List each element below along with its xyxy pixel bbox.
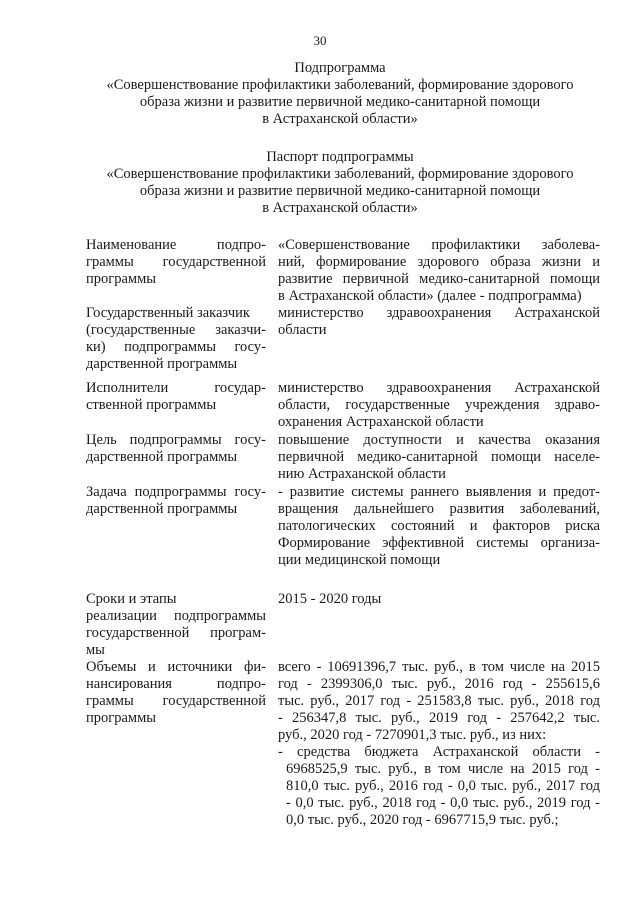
- title-line: в Астраханской области»: [262, 200, 418, 216]
- label-line: нансирования подпро-: [86, 676, 266, 692]
- title-line: в Астраханской области»: [262, 111, 418, 127]
- value-line: тыс. руб., 2017 год - 251583,8 тыс. руб., 2018 год: [278, 693, 600, 709]
- value-line: ции медицинской помощи: [278, 552, 441, 568]
- label-line: программы: [86, 710, 156, 726]
- value-line: «Совершенствование профилактики заболева-: [278, 237, 600, 253]
- value-line: - средства бюджета Астраханской области -: [278, 744, 600, 760]
- value-line: повышение доступности и качества оказания: [278, 432, 600, 448]
- row-label-customer: [86, 305, 266, 373]
- value-line: 810,0 тыс. руб., 2016 год - 0,0 тыс. руб., 2017 год: [286, 778, 600, 794]
- value-line: всего - 10691396,7 тыс. руб., в том числе на 2015: [278, 659, 600, 675]
- row-label-timeline: [86, 591, 266, 659]
- row-value-timeline: [278, 591, 600, 608]
- value-line: - развитие системы раннего выявления и предот-: [278, 484, 600, 500]
- label-line: мы: [86, 642, 105, 658]
- label-line: граммы государственной: [86, 693, 266, 709]
- row-label-goal: [86, 432, 266, 466]
- value-line: развитие первичной медико-санитарной помощи: [278, 271, 600, 287]
- label-line: ственной программы: [86, 397, 217, 413]
- value-line: области, государственные учреждения здраво-: [278, 397, 600, 413]
- row-label-funding: [86, 659, 266, 727]
- label-line: Объемы и источники фи-: [86, 659, 266, 675]
- title-line: образа жизни и развитие первичной медико-санитарной помощи: [139, 94, 541, 110]
- label-line: Цель подпрограммы госу-: [86, 432, 266, 448]
- value-line: министерство здравоохранения Астраханской: [278, 380, 600, 396]
- value-line: охранения Астраханской области: [278, 414, 484, 430]
- value-line: 6968525,9 тыс. руб., в том числе на 2015 год -: [286, 761, 600, 777]
- value-line: - 256347,8 тыс. руб., 2019 год - 257642,2 тыс.: [278, 710, 600, 726]
- value-line: вращения дальнейшего развития заболеваний,: [278, 501, 600, 517]
- value-line: в Астраханской области» (далее - подпрограмма): [278, 288, 582, 304]
- value-line: год - 2399306,0 тыс. руб., 2016 год - 255615,6: [278, 676, 600, 692]
- row-value-name: [278, 237, 600, 305]
- label-line: государственной програм-: [86, 625, 266, 641]
- label-line: дарственной программы: [86, 501, 238, 517]
- label-line: (государственные заказчи-: [86, 322, 266, 338]
- row-value-executors: [278, 380, 600, 431]
- value-line: первичной медико-санитарной помощи населе-: [278, 449, 600, 465]
- title-line: образа жизни и развитие первичной медико-санитарной помощи: [139, 183, 541, 199]
- row-label-task: [86, 484, 266, 518]
- value-line: - 0,0 тыс. руб., 2018 год - 0,0 тыс. руб., 2019 год -: [286, 795, 600, 811]
- title-line: Паспорт подпрограммы: [266, 149, 414, 165]
- value-line: ний, формирование здорового образа жизни и: [278, 254, 600, 270]
- label-line: Наименование подпро-: [86, 237, 266, 253]
- page-number: 30: [313, 33, 327, 48]
- label-line: ки) подпрограммы госу-: [86, 339, 266, 355]
- label-line: Сроки и этапы: [86, 591, 177, 607]
- value-line: 2015 - 2020 годы: [278, 591, 382, 607]
- row-value-funding: [278, 659, 600, 829]
- row-value-customer: [278, 305, 600, 339]
- label-line: Исполнители государ-: [86, 380, 266, 396]
- label-line: реализации подпрограммы: [86, 608, 266, 624]
- label-line: программы: [86, 271, 156, 287]
- row-value-goal: [278, 432, 600, 483]
- label-line: Государственный заказчик: [86, 305, 250, 321]
- label-line: Задача подпрограммы госу-: [86, 484, 266, 500]
- value-line: руб., 2020 год - 7270901,3 тыс. руб., из них:: [278, 727, 547, 743]
- value-line: области: [278, 322, 327, 338]
- title-line: Подпрограмма: [294, 60, 386, 76]
- label-line: дарственной программы: [86, 356, 238, 372]
- value-line: нию Астраханской области: [278, 466, 446, 482]
- value-line: Формирование эффективной системы организа-: [278, 535, 600, 551]
- row-label-executors: [86, 380, 266, 414]
- value-line: министерство здравоохранения Астраханской: [278, 305, 600, 321]
- passport-title: [80, 149, 600, 217]
- label-line: дарственной программы: [86, 449, 238, 465]
- label-line: граммы государственной: [86, 254, 266, 270]
- title-line: «Совершенствование профилактики заболеваний, формирование здорового: [106, 77, 574, 93]
- value-line: 0,0 тыс. руб., 2020 год - 6967715,9 тыс. руб.;: [286, 812, 559, 828]
- row-label-name: [86, 237, 266, 288]
- value-line: патологических состояний и факторов риска: [278, 518, 600, 534]
- title-line: «Совершенствование профилактики заболеваний, формирование здорового: [106, 166, 574, 182]
- subprogram-title: [80, 60, 600, 128]
- row-value-task: [278, 484, 600, 569]
